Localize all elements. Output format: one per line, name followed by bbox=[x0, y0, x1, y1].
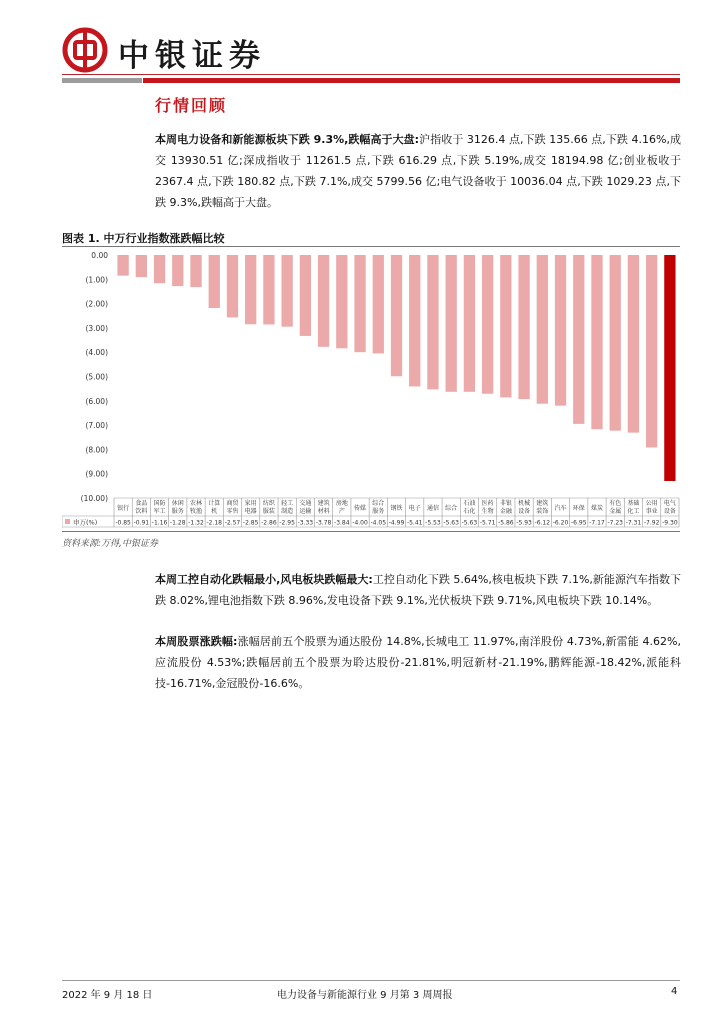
bar bbox=[136, 255, 147, 277]
category-label: 传媒 bbox=[354, 505, 367, 512]
figure-bottom-rule bbox=[62, 531, 680, 532]
value-label: -1.32 bbox=[188, 519, 204, 527]
category-label: 食品 bbox=[135, 500, 148, 507]
category-label: 事业 bbox=[645, 508, 658, 515]
category-label: 制造 bbox=[281, 508, 294, 515]
category-label: 非银 bbox=[499, 500, 512, 507]
value-label: -1.16 bbox=[151, 519, 168, 527]
category-label: 服务 bbox=[171, 508, 184, 515]
category-label: 生物 bbox=[481, 508, 494, 515]
value-label: -3.33 bbox=[297, 519, 314, 527]
value-label: -5.86 bbox=[498, 519, 514, 527]
category-label: 化工 bbox=[627, 508, 640, 515]
value-label: -5.53 bbox=[425, 519, 441, 527]
category-label: 机 bbox=[211, 508, 218, 515]
bar bbox=[281, 255, 292, 327]
footer-rule bbox=[62, 980, 680, 981]
section-title: 行情回顾 bbox=[155, 96, 228, 115]
bar bbox=[154, 255, 165, 283]
value-label: -6.20 bbox=[552, 519, 569, 527]
bar bbox=[300, 255, 311, 336]
value-label: -2.95 bbox=[279, 519, 295, 527]
bar bbox=[555, 255, 566, 406]
category-label: 有色 bbox=[609, 500, 622, 507]
paragraph-body: 工控自动化下跌 5.64%,核电板块下跌 7.1%,新能源汽车指数下跌 8.02%,锂电池指数下跌 8.96%,发电设备下跌 9.1%,光伏板块下跌 9.71%,风电板块下跌 10.14%。 bbox=[155, 573, 682, 607]
category-label: 金融 bbox=[499, 508, 512, 515]
category-label: 环保 bbox=[572, 505, 585, 512]
category-label: 国防 bbox=[153, 500, 166, 507]
category-label: 设备 bbox=[663, 508, 676, 515]
header-bar-red bbox=[143, 78, 680, 83]
value-label: -4.99 bbox=[388, 519, 405, 527]
y-tick-label: (8.00) bbox=[85, 445, 108, 455]
bar bbox=[464, 255, 475, 392]
category-label: 交通 bbox=[299, 500, 312, 507]
value-label: -3.84 bbox=[334, 519, 350, 527]
bar bbox=[354, 255, 365, 352]
category-label: 石化 bbox=[463, 508, 476, 515]
y-tick-label: (5.00) bbox=[85, 372, 108, 382]
value-label: -5.63 bbox=[443, 519, 459, 527]
category-label: 建筑 bbox=[536, 500, 549, 507]
y-tick-label: (4.00) bbox=[85, 348, 108, 358]
category-label: 运输 bbox=[299, 508, 312, 515]
bar bbox=[336, 255, 347, 348]
category-label: 电气 bbox=[663, 500, 676, 507]
legend-label: 申万(%) bbox=[73, 518, 98, 527]
bar bbox=[628, 255, 639, 433]
y-tick-label: (3.00) bbox=[85, 323, 108, 333]
category-label: 军工 bbox=[153, 508, 166, 515]
category-label: 商贸 bbox=[226, 500, 239, 507]
category-label: 设备 bbox=[518, 508, 531, 515]
value-label: -5.63 bbox=[461, 519, 478, 527]
category-label: 轻工 bbox=[281, 500, 294, 507]
category-label: 服务 bbox=[372, 508, 385, 515]
y-tick-label: (2.00) bbox=[85, 299, 108, 309]
category-label: 饮料 bbox=[135, 508, 148, 515]
bar bbox=[318, 255, 329, 347]
bar bbox=[391, 255, 402, 376]
category-label: 材料 bbox=[317, 508, 330, 515]
y-tick-label: 0.00 bbox=[91, 251, 108, 260]
category-label: 纺织 bbox=[262, 500, 275, 507]
value-label: -5.41 bbox=[406, 519, 423, 527]
value-label: -6.95 bbox=[570, 519, 587, 527]
category-label: 产 bbox=[338, 508, 345, 515]
category-label: 煤炭 bbox=[590, 505, 603, 512]
figure-source: 资料来源:万得,中银证券 bbox=[62, 539, 158, 549]
category-label: 医药 bbox=[481, 500, 494, 507]
value-label: -3.78 bbox=[315, 519, 332, 527]
bank-of-china-logo-icon bbox=[62, 27, 108, 73]
industry-change-bar-chart bbox=[62, 248, 680, 530]
stock-paragraph bbox=[155, 631, 681, 694]
category-label: 综合 bbox=[372, 500, 385, 507]
bar bbox=[227, 255, 238, 317]
bar bbox=[117, 255, 128, 276]
category-label: 综合 bbox=[445, 505, 458, 512]
bar bbox=[190, 255, 201, 287]
category-label: 零售 bbox=[226, 508, 239, 515]
value-label: -0.91 bbox=[133, 519, 150, 527]
value-label: -6.12 bbox=[534, 519, 551, 527]
category-label: 金属 bbox=[609, 508, 622, 515]
category-label: 电器 bbox=[244, 508, 257, 515]
footer-report-title: 电力设备与新能源行业 9 月第 3 周周报 bbox=[277, 990, 453, 1001]
y-tick-label: (9.00) bbox=[85, 469, 108, 479]
category-label: 汽车 bbox=[554, 505, 567, 512]
value-label: -5.93 bbox=[516, 519, 532, 527]
paragraph-body: 沪指收于 3126.4 点,下跌 135.66 点,下跌 4.16%,成交 13930.51 亿;深成指收于 11261.5 点,下跌 616.29 点,下跌 5.19%,成交 18194.98 亿;创业板收于 2367.4 点,下跌 180.82 点,下跌 7.1%,成交 5799.56 亿;电气设备收于 10036.04 点,下跌 1029.23 点,下跌 9.3%,跌幅高于大盘。 bbox=[155, 133, 681, 209]
y-tick-label: (7.00) bbox=[85, 421, 108, 431]
bar bbox=[610, 255, 621, 431]
value-label: -2.85 bbox=[242, 519, 259, 527]
value-label: -5.71 bbox=[479, 519, 496, 527]
bar bbox=[537, 255, 548, 404]
paragraph-lead: 本周工控自动化跌幅最小,风电板块跌幅最大: bbox=[155, 573, 373, 586]
bar bbox=[172, 255, 183, 286]
category-label: 银行 bbox=[117, 505, 130, 512]
category-label: 家用 bbox=[244, 500, 257, 507]
paragraph-lead: 本周股票涨跌幅: bbox=[155, 635, 238, 648]
category-label: 休闲 bbox=[171, 500, 184, 507]
value-label: -2.57 bbox=[224, 519, 241, 527]
sector-paragraph bbox=[155, 569, 681, 611]
bar bbox=[573, 255, 584, 424]
header-rule bbox=[62, 74, 680, 75]
value-label: -2.86 bbox=[261, 519, 277, 527]
category-label: 基础 bbox=[627, 500, 640, 507]
brand-name: 中银证券 bbox=[118, 38, 266, 74]
category-label: 钢铁 bbox=[390, 505, 403, 512]
bar bbox=[446, 255, 457, 392]
bar bbox=[409, 255, 420, 386]
footer-date: 2022 年 9 月 18 日 bbox=[62, 990, 153, 1001]
category-label: 服装 bbox=[262, 508, 275, 515]
y-tick-label: (1.00) bbox=[85, 275, 108, 285]
y-tick-label: (10.00) bbox=[80, 494, 108, 503]
bar bbox=[500, 255, 511, 397]
value-label: -7.92 bbox=[643, 519, 660, 527]
value-label: -9.30 bbox=[662, 519, 678, 527]
value-label: -7.23 bbox=[607, 519, 623, 527]
bar bbox=[373, 255, 384, 353]
value-label: -7.31 bbox=[625, 519, 642, 527]
category-label: 石油 bbox=[463, 500, 476, 507]
figure-top-rule bbox=[62, 246, 680, 247]
category-label: 电子 bbox=[408, 505, 421, 512]
value-label: -2.18 bbox=[206, 519, 223, 527]
page-number: 4 bbox=[671, 986, 678, 997]
bar bbox=[664, 255, 675, 481]
market-review-paragraph bbox=[155, 129, 681, 213]
bar bbox=[209, 255, 220, 308]
category-label: 机械 bbox=[518, 500, 531, 507]
value-label: -0.85 bbox=[115, 519, 131, 527]
bar bbox=[518, 255, 529, 399]
header-bar-grey bbox=[62, 78, 142, 83]
figure-title: 图表 1. 中万行业指数涨跌幅比较 bbox=[62, 232, 225, 245]
category-label: 通信 bbox=[426, 505, 439, 512]
category-label: 牧渔 bbox=[190, 508, 203, 515]
category-label: 建筑 bbox=[317, 500, 330, 507]
category-label: 房地 bbox=[335, 500, 348, 507]
bar bbox=[482, 255, 493, 394]
value-label: -1.28 bbox=[170, 519, 186, 527]
paragraph-body: 涨幅居前五个股票为通达股份 14.8%,长城电工 11.97%,南洋股份 4.73%,新雷能 4.62%,应流股份 4.53%;跌幅居前五个股票为聆达股份-21.81%,明冠新材-21.19%,鹏辉能源-18.42%,派能科技-16.71%,金冠股份-16.6%。 bbox=[155, 635, 681, 690]
category-label: 计算 bbox=[208, 500, 221, 507]
bar bbox=[427, 255, 438, 389]
company-logo bbox=[62, 27, 312, 73]
y-tick-label: (6.00) bbox=[85, 396, 108, 406]
category-label: 公用 bbox=[645, 500, 658, 507]
bar bbox=[646, 255, 657, 447]
category-label: 农林 bbox=[190, 500, 203, 507]
legend-swatch bbox=[65, 519, 70, 524]
value-label: -4.00 bbox=[352, 519, 368, 527]
bar bbox=[245, 255, 256, 324]
value-label: -7.17 bbox=[589, 519, 605, 527]
bar bbox=[591, 255, 602, 429]
paragraph-lead: 本周电力设备和新能源板块下跌 9.3%,跌幅高于大盘: bbox=[155, 133, 420, 146]
bar bbox=[263, 255, 274, 324]
category-label: 装饰 bbox=[536, 508, 549, 515]
value-label: -4.05 bbox=[370, 519, 387, 527]
